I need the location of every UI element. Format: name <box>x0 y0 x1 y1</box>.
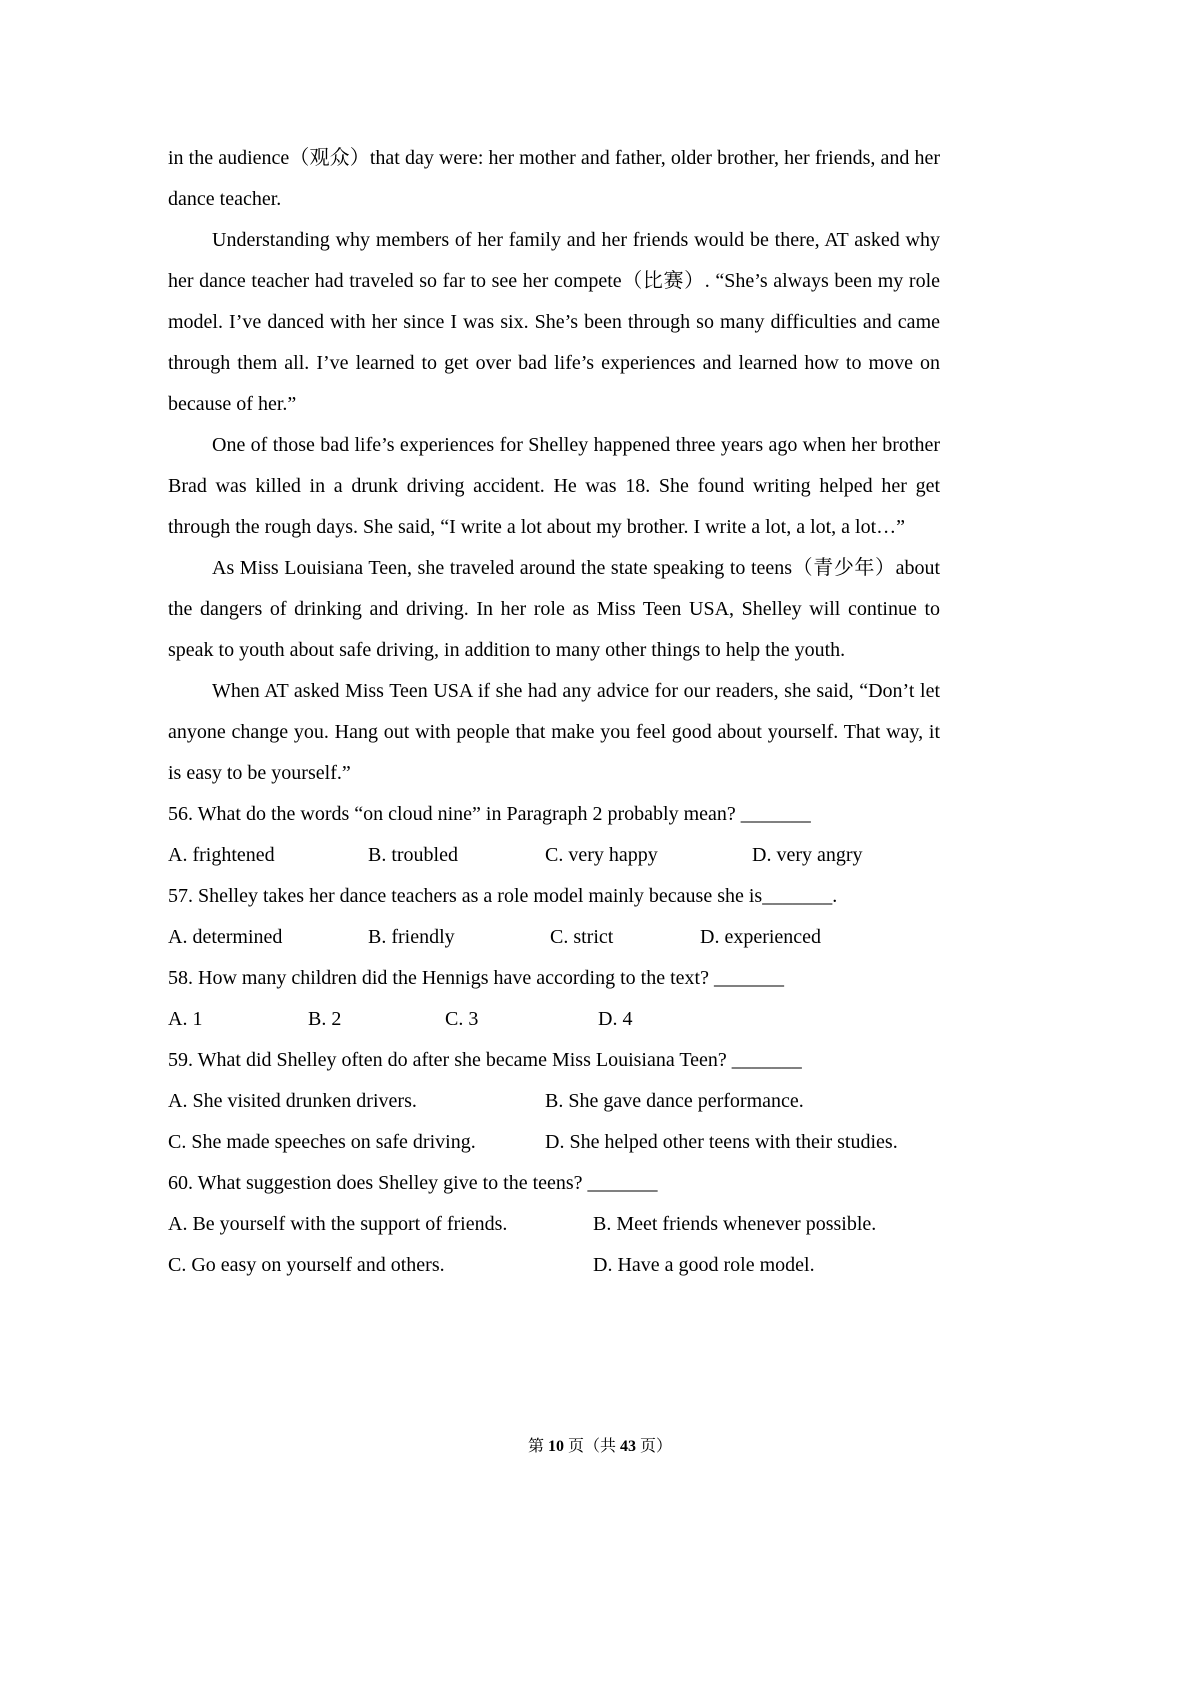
question-59-options <box>168 1081 940 1163</box>
question-60-options <box>168 1204 940 1286</box>
question-57-options <box>168 917 940 958</box>
paragraph-audience: in the audience（观众）that day were: her mother and father, older brother, her friends, and her dance teacher. <box>168 147 940 210</box>
paragraph-advice: When AT asked Miss Teen USA if she had any advice for our readers, she said, “Don’t let anyone change you. Hang out with people that make you feel good about yourself. That way, it is easy to be yourself.” <box>168 680 940 784</box>
question-57-stem: 57. Shelley takes her dance teachers as a role model mainly because she is_______. <box>168 885 838 907</box>
question-57 <box>168 876 940 958</box>
option-60-d: D. Have a good role model. <box>593 1254 815 1276</box>
option-58-c: C. 3 <box>445 1008 479 1030</box>
option-58-d: D. 4 <box>598 1008 633 1030</box>
option-56-b: B. troubled <box>368 844 458 866</box>
option-59-c: C. She made speeches on safe driving. <box>168 1131 476 1153</box>
option-56-d: D. very angry <box>752 844 863 866</box>
option-57-b: B. friendly <box>368 926 455 948</box>
paragraph-bad-experience: One of those bad life’s experiences for Shelley happened three years ago when her brother Brad was killed in a drunk driving accident. He was 18. She found writing helped her get through the rough days. She said, “I write a lot about my brother. I write a lot, a lot, a lot…” <box>168 434 940 538</box>
option-58-a: A. 1 <box>168 1008 203 1030</box>
option-60-c: C. Go easy on yourself and others. <box>168 1254 445 1276</box>
option-59-b: B. She gave dance performance. <box>545 1090 804 1112</box>
question-58-stem: 58. How many children did the Hennigs have according to the text? _______ <box>168 967 784 989</box>
footer-text-prefix: 第 <box>527 1438 548 1455</box>
option-57-d: D. experienced <box>700 926 822 948</box>
question-58-options <box>168 999 940 1040</box>
question-60-stem: 60. What suggestion does Shelley give to the teens? _______ <box>168 1172 658 1194</box>
footer-total-pages: 43 <box>620 1438 636 1455</box>
option-60-a: A. Be yourself with the support of friends. <box>168 1213 508 1235</box>
text-body <box>168 138 940 1286</box>
question-56 <box>168 794 940 876</box>
option-59-a: A. She visited drunken drivers. <box>168 1090 417 1112</box>
option-60-b: B. Meet friends whenever possible. <box>593 1213 877 1235</box>
question-59-stem: 59. What did Shelley often do after she became Miss Louisiana Teen? _______ <box>168 1049 802 1071</box>
option-56-c: C. very happy <box>545 844 658 866</box>
question-56-stem: 56. What do the words “on cloud nine” in Paragraph 2 probably mean? _______ <box>168 803 811 825</box>
question-59 <box>168 1040 940 1163</box>
question-60 <box>168 1163 940 1286</box>
footer-text-middle: 页（共 <box>563 1438 620 1455</box>
question-56-options <box>168 835 940 876</box>
paragraph-miss-louisiana: As Miss Louisiana Teen, she traveled around the state speaking to teens（青少年）about the dangers of drinking and driving. In her role as Miss Teen USA, Shelley will continue to speak to youth about safe driving, in addition to many other things to help the youth. <box>168 557 940 661</box>
option-57-a: A. determined <box>168 926 283 948</box>
footer-page-number: 10 <box>547 1438 564 1455</box>
page-footer <box>0 1436 1200 1458</box>
footer-text-suffix: 页） <box>636 1438 673 1455</box>
paragraph-understanding: Understanding why members of her family and her friends would be there, AT asked why her dance teacher had traveled so far to see her compete（比赛）. “She’s always been my role model. I’ve danced with her since I was six. She’s been through so many difficulties and came through them all. I’ve learned to get over bad life’s experiences and learned how to move on because of her.” <box>168 229 940 415</box>
option-56-a: A. frightened <box>168 844 275 866</box>
question-58 <box>168 958 940 1040</box>
option-59-d: D. She helped other teens with their studies. <box>545 1131 898 1153</box>
option-57-c: C. strict <box>550 926 614 948</box>
option-58-b: B. 2 <box>308 1008 342 1030</box>
